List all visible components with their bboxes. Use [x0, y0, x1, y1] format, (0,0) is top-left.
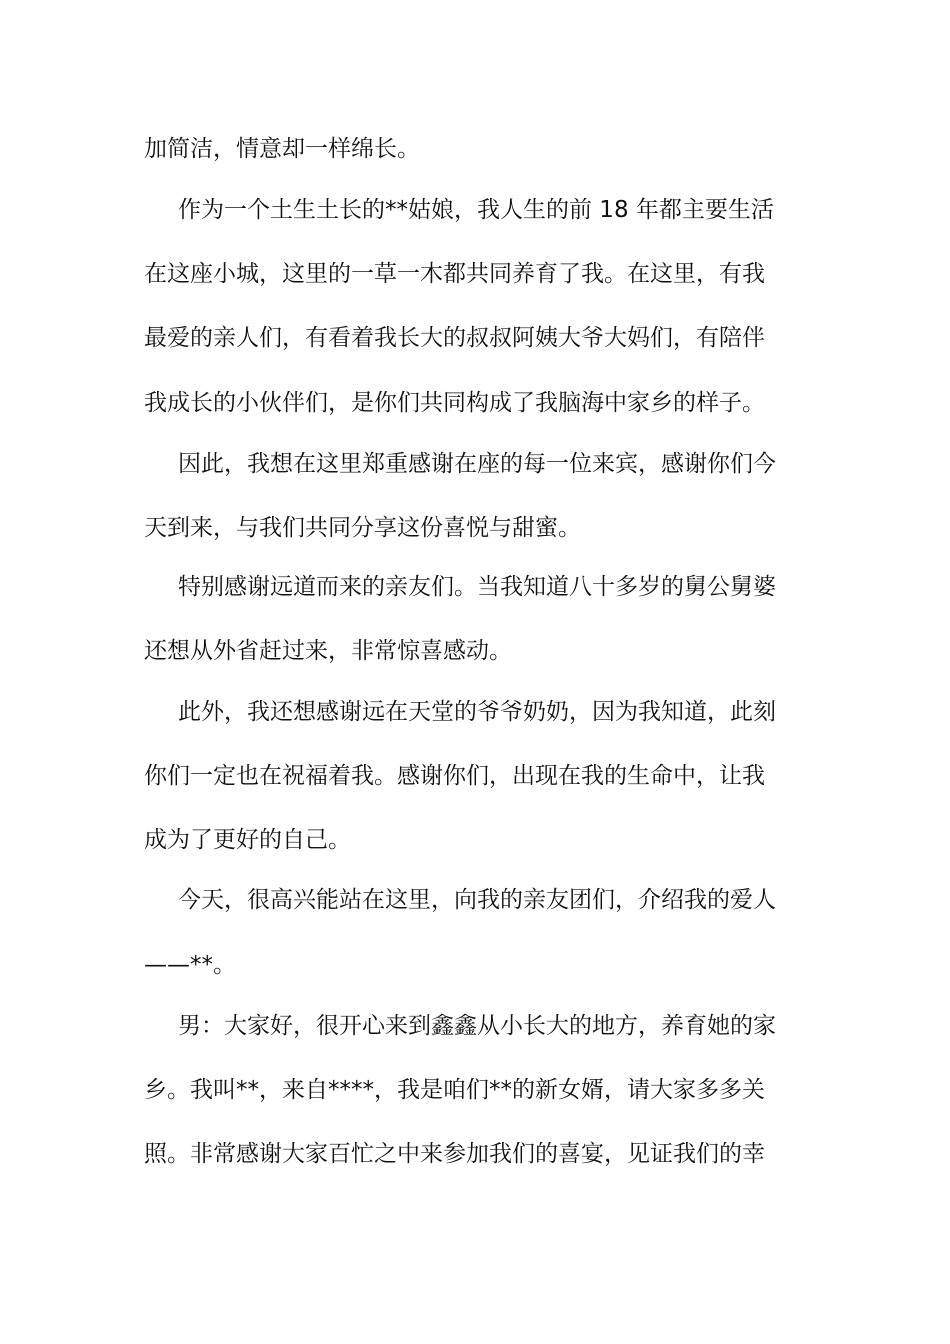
text-line: 此外，我还想感谢远在天堂的爷爷奶奶，因为我知道，此刻: [178, 699, 776, 725]
text-line: 作为一个土生土长的**姑娘，我人生的前 18 年都主要生活: [178, 197, 774, 223]
text-line: 最爱的亲人们，有看着我长大的叔叔阿姨大爷大妈们，有陪伴: [144, 325, 765, 351]
text-line: ——**。: [144, 952, 236, 978]
text-line: 天到来，与我们共同分享这份喜悦与甜蜜。: [144, 515, 581, 541]
text-line: 成为了更好的自己。: [144, 827, 351, 853]
text-line: 加简洁，情意却一样绵长。: [144, 136, 420, 162]
text-line: 今天，很高兴能站在这里，向我的亲友团们，介绍我的爱人: [178, 887, 776, 913]
text-line: 乡。我叫**，来自****，我是咱们**的新女婿，请大家多多关: [144, 1077, 765, 1103]
text-line: 因此，我想在这里郑重感谢在座的每一位来宾，感谢你们今: [178, 451, 776, 477]
text-line: 特别感谢远道而来的亲友们。当我知道八十多岁的舅公舅婆: [178, 574, 776, 600]
text-line: 照。非常感谢大家百忙之中来参加我们的喜宴，见证我们的幸: [144, 1141, 765, 1167]
text-line: 男：大家好，很开心来到鑫鑫从小长大的地方，养育她的家: [178, 1013, 776, 1039]
text-line: 还想从外省赶过来，非常惊喜感动。: [144, 638, 512, 664]
text-line: 你们一定也在祝福着我。感谢你们，出现在我的生命中，让我: [144, 763, 765, 789]
text-line: 在这座小城，这里的一草一木都共同养育了我。在这里，有我: [144, 261, 765, 287]
text-line: 我成长的小伙伴们，是你们共同构成了我脑海中家乡的样子。: [144, 390, 765, 416]
